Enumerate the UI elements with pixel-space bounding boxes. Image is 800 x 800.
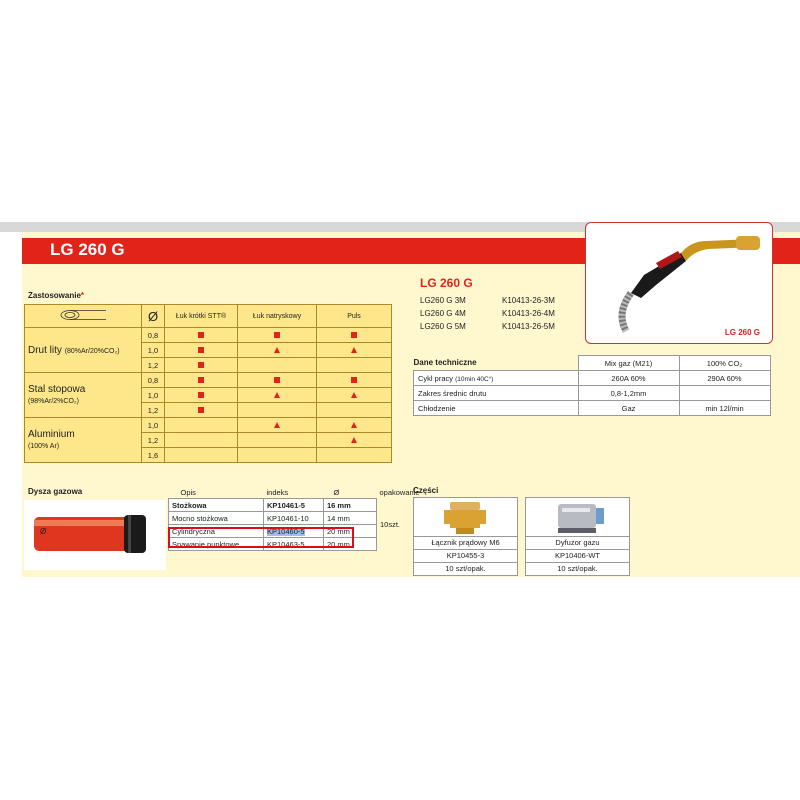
square-marker-icon <box>198 332 204 338</box>
mark-cell <box>238 388 317 403</box>
mark-cell <box>317 418 392 433</box>
diameter-value: 1,0 <box>142 343 165 358</box>
diameter-value: 0,8 <box>142 373 165 388</box>
square-marker-icon <box>198 407 204 413</box>
model-code: K10413-26-3M <box>502 296 555 305</box>
group-name: Aluminium <box>28 429 75 440</box>
product-name: LG 260 G <box>420 276 473 290</box>
tech-value-co2: min 12l/min <box>679 401 770 416</box>
part-image <box>526 498 629 537</box>
tech-value-co2: 290A 60% <box>679 371 770 386</box>
nozzle-diameter-mark: Ø <box>40 527 47 536</box>
application-header-icon <box>25 305 142 328</box>
square-marker-icon <box>198 377 204 383</box>
mark-cell <box>165 373 238 388</box>
tech-value-mix: 0,8-1,2mm <box>578 386 679 401</box>
mark-cell <box>238 373 317 388</box>
nozzle-dia: 20 mm <box>324 538 377 551</box>
mark-cell <box>165 343 238 358</box>
group-name: Drut lity <box>28 344 62 356</box>
nozzle-dia: 20 mm <box>324 525 377 538</box>
group-note: (100% Ar) <box>28 443 60 450</box>
mark-cell <box>317 358 392 373</box>
mark-cell <box>238 358 317 373</box>
asterisk: * <box>80 291 85 300</box>
group-alloy-steel <box>25 373 142 418</box>
application-label-text: Zastosowanie <box>28 291 81 300</box>
tech-value-mix: Gaz <box>578 401 679 416</box>
mark-cell <box>238 403 317 418</box>
nozzle-index: KP10463-5 <box>264 538 324 551</box>
gas-diffuser-icon <box>526 498 629 536</box>
square-marker-icon <box>274 332 280 338</box>
triangle-marker-icon <box>351 437 357 443</box>
square-marker-icon <box>198 362 204 368</box>
mark-cell <box>165 328 238 343</box>
part-pack: 10 szt/opak. <box>445 564 486 573</box>
mark-cell <box>317 403 392 418</box>
parts-section-label: Części <box>413 486 439 495</box>
triangle-marker-icon <box>274 347 280 353</box>
diameter-value: 1,2 <box>142 403 165 418</box>
mark-cell <box>165 358 238 373</box>
tech-label-note: (10min 40C°) <box>455 375 494 383</box>
mark-cell <box>238 418 317 433</box>
mark-cell <box>165 418 238 433</box>
triangle-marker-icon <box>274 422 280 428</box>
part-card <box>525 497 630 576</box>
diameter-value: 1,6 <box>142 448 165 463</box>
mark-cell <box>238 343 317 358</box>
triangle-marker-icon <box>351 422 357 428</box>
nozzle-dia: 14 mm <box>324 512 377 525</box>
part-name: Dyfuzor gazu <box>526 537 629 550</box>
part-name: Łącznik prądowy M6 <box>414 537 517 550</box>
col-header-stt: Łuk krótki STT® <box>165 305 238 328</box>
model-code: K10413-26-5M <box>502 322 555 331</box>
nozzle-header-index: indeks <box>266 487 289 497</box>
mark-cell <box>317 433 392 448</box>
tech-value-co2 <box>679 386 770 401</box>
tech-label: Zakres średnic drutu <box>414 386 579 401</box>
photo-label: LG 260 G <box>724 328 760 337</box>
nozzle-image <box>24 500 166 570</box>
diameter-value: 1,0 <box>142 418 165 433</box>
part-card <box>413 497 518 576</box>
col-header-spray: Łuk natryskowy <box>238 305 317 328</box>
group-aluminium <box>25 418 142 463</box>
mark-cell <box>317 448 392 463</box>
model-name: LG260 G 5M <box>420 322 466 331</box>
model-row <box>420 307 555 320</box>
part-image <box>414 498 517 537</box>
square-marker-icon <box>351 377 357 383</box>
mark-cell <box>317 343 392 358</box>
col-header-pulse: Puls <box>317 305 392 328</box>
nozzle-group-index: KP10461-5 <box>264 499 324 512</box>
selected-text[interactable]: KP10460-5 <box>267 526 305 536</box>
tech-label <box>414 371 579 386</box>
diameter-value: 1,2 <box>142 433 165 448</box>
mark-cell <box>317 373 392 388</box>
triangle-marker-icon <box>351 347 357 353</box>
nozzle-header-pack: opakowanie <box>379 487 420 497</box>
model-row <box>420 320 555 333</box>
mark-cell <box>317 388 392 403</box>
page-title: LG 260 G <box>50 240 125 259</box>
tech-label-text: Cykl pracy <box>418 373 454 383</box>
mark-cell <box>238 433 317 448</box>
diameter-value: 0,8 <box>142 328 165 343</box>
triangle-marker-icon <box>274 392 280 398</box>
triangle-marker-icon <box>351 392 357 398</box>
nozzle-desc: Spawanie punktowe <box>169 538 264 551</box>
diameter-value: 1,0 <box>142 388 165 403</box>
nozzle-group-desc: Stożkowa <box>169 499 264 512</box>
nozzle-section-label: Dysza gazowa <box>28 487 83 496</box>
square-marker-icon <box>198 347 204 353</box>
nozzle-desc: Mocno stożkowa <box>169 512 264 525</box>
mark-cell <box>165 403 238 418</box>
tech-label: Chłodzenie <box>414 401 579 416</box>
group-note: (98%Ar/2%CO₂) <box>28 398 79 405</box>
square-marker-icon <box>198 392 204 398</box>
group-solid-wire <box>25 328 142 373</box>
group-note: (80%Ar/20%CO₂) <box>64 347 120 355</box>
nozzle-header-desc: Opis <box>180 487 196 497</box>
wire-coil-icon <box>58 309 108 321</box>
diameter-value: 1,2 <box>142 358 165 373</box>
nozzle-group-dia: 16 mm <box>324 499 377 512</box>
mark-cell <box>238 328 317 343</box>
highlight-box <box>168 527 354 548</box>
model-code: K10413-26-4M <box>502 309 555 318</box>
nozzle-desc: Cylindryczna <box>169 525 264 538</box>
mark-cell <box>238 448 317 463</box>
square-marker-icon <box>274 377 280 383</box>
nozzle-pack: 10szt. <box>380 520 401 529</box>
mark-cell <box>317 328 392 343</box>
welding-torch-image <box>586 223 772 343</box>
model-row <box>420 294 555 307</box>
application-section-label <box>28 291 84 300</box>
mark-cell <box>165 388 238 403</box>
tech-header-mix: Mix gaz (M21) <box>578 356 679 371</box>
model-name: LG260 G 3M <box>420 296 466 305</box>
model-name: LG260 G 4M <box>420 309 466 318</box>
nozzle-index: KP10461-10 <box>264 512 324 525</box>
mark-cell <box>165 448 238 463</box>
contact-tip-adapter-icon <box>414 498 517 536</box>
application-table <box>24 304 392 463</box>
tech-value-mix: 260A 60% <box>578 371 679 386</box>
part-code: KP10455-3 <box>414 550 517 563</box>
product-photo <box>585 222 773 344</box>
model-list <box>420 294 555 333</box>
technical-section-label: Dane techniczne <box>413 358 477 368</box>
diameter-header: Ø <box>142 305 165 328</box>
square-marker-icon <box>351 332 357 338</box>
tech-header-co2: 100% CO₂ <box>679 356 770 371</box>
group-name: Stal stopowa <box>28 384 86 395</box>
part-code: KP10406-WT <box>526 550 629 563</box>
nozzle-header-dia: Ø <box>333 487 340 497</box>
technical-table <box>413 355 771 416</box>
part-pack: 10 szt/opak. <box>557 564 598 573</box>
mark-cell <box>165 433 238 448</box>
